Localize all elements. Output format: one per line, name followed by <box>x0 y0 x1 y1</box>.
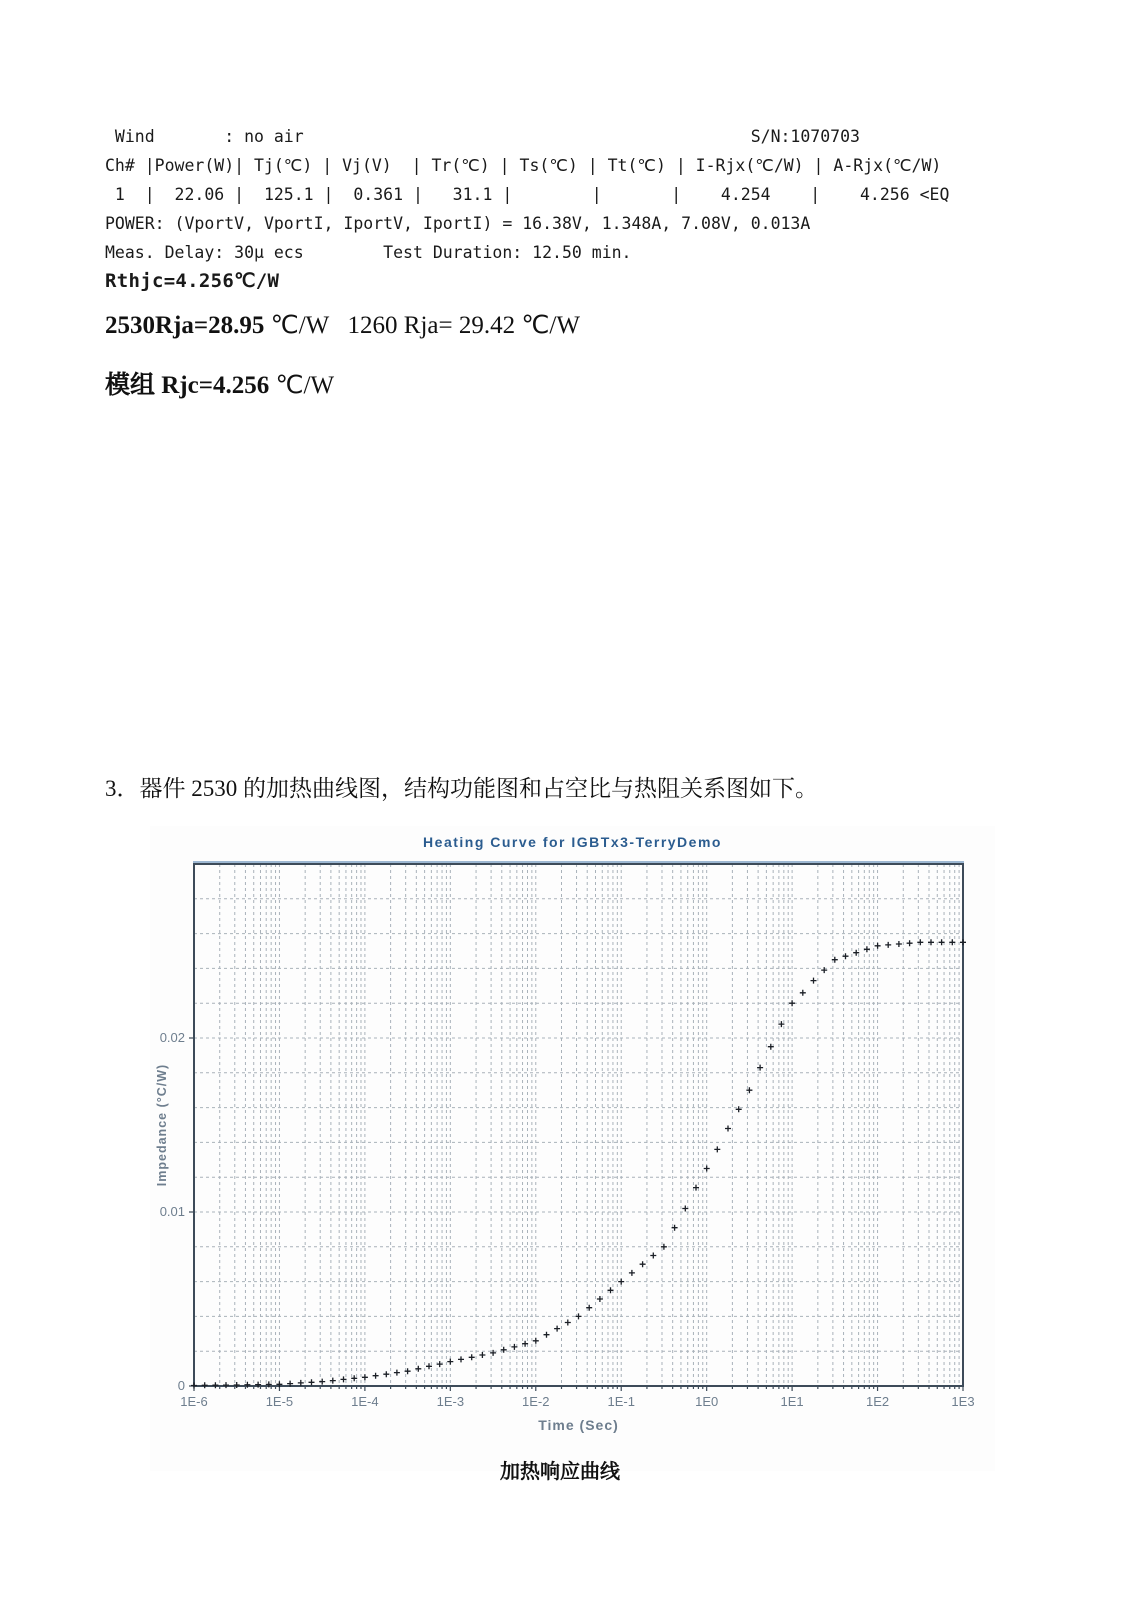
svg-text:1E-3: 1E-3 <box>436 1394 465 1409</box>
svg-text:1E1: 1E1 <box>780 1394 804 1409</box>
svg-text:1E3: 1E3 <box>951 1394 975 1409</box>
chart-x-tick-labels <box>180 1394 974 1409</box>
svg-text:0.02: 0.02 <box>159 1030 185 1045</box>
test-result-console-block <box>105 122 1065 296</box>
chart-frame <box>194 864 963 1386</box>
svg-text:0.01: 0.01 <box>159 1204 185 1219</box>
rthjc-line: Rthjc=4.256℃/W <box>105 270 280 292</box>
svg-text:1E-5: 1E-5 <box>265 1394 294 1409</box>
chart-grid <box>194 864 963 1386</box>
table-header-row: Ch# |Power(W)| Tj(℃) | Vj(V) | Tr(℃) | Ts(℃) | Tt(℃) | I-Rjx(℃/W) | A-Rjx(℃/W) <box>105 156 942 175</box>
chart-title: Heating Curve for IGBTx3-TerryDemo <box>423 834 722 850</box>
module-rjc-line <box>105 365 334 401</box>
svg-text:1E-4: 1E-4 <box>351 1394 379 1409</box>
heating-curve-chart <box>150 826 995 1471</box>
chart-curve-points <box>191 939 966 1388</box>
svg-text:1E0: 1E0 <box>695 1394 719 1409</box>
svg-text:0: 0 <box>177 1378 185 1393</box>
rja-value-bold: 2530Rja=28.95 <box>105 312 265 339</box>
power-line: POWER: (VportV, VportI, IportV, IportI) = 16.38V, 1.348A, 7.08V, 0.013A <box>105 214 811 233</box>
module-rjc-bold: 模组 Rjc=4.256 <box>105 372 270 399</box>
y-axis-label: Impedance (°C/W) <box>155 1063 169 1187</box>
svg-text:1E2: 1E2 <box>865 1394 890 1409</box>
svg-text:1E-6: 1E-6 <box>180 1394 208 1409</box>
meas-delay-line: Meas. Delay: 30μ ecs Test Duration: 12.50 min. <box>105 243 632 262</box>
chart-plot-svg <box>150 826 995 1471</box>
svg-text:1E-2: 1E-2 <box>522 1394 550 1409</box>
x-axis-label: Time (Sec) <box>538 1417 619 1433</box>
figure-caption: 加热响应曲线 <box>500 1461 620 1483</box>
section-heading: 3．器件 2530 的加热曲线图，结构功能图和占空比与热阻关系图如下。 <box>105 776 818 801</box>
svg-text:1E-1: 1E-1 <box>607 1394 635 1409</box>
table-data-row: 1 | 22.06 | 125.1 | 0.361 | 31.1 | | | 4.254 | 4.256 <EQ <box>105 185 950 204</box>
rja-value-rest: ℃/W 1260 Rja= 29.42 ℃/W <box>264 312 580 339</box>
module-rjc-rest: ℃/W <box>269 372 335 399</box>
wind-sn-line: Wind : no air S/N:1070703 <box>105 127 860 146</box>
rja-summary-line <box>105 310 580 340</box>
